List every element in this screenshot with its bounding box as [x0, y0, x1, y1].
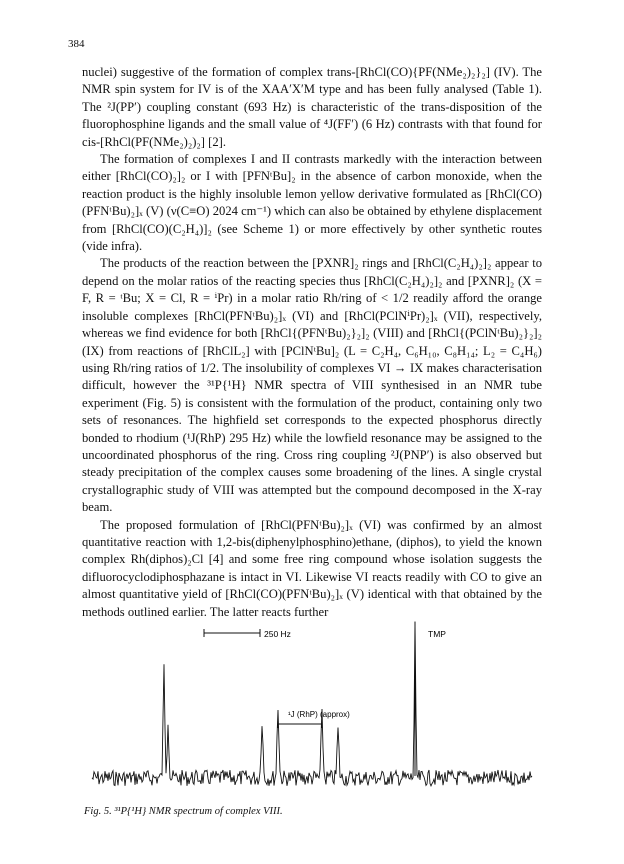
figure-caption: [84, 806, 283, 817]
scale-label: 250 Hz: [264, 629, 291, 639]
scale-bar: [204, 629, 260, 637]
figure-caption-text: ³¹P{¹H} NMR spectrum of complex VIII.: [114, 806, 283, 817]
paragraph-4: The proposed formulation of [RhCl(PFNᵗBu)₂]ₓ (VI) was confirmed by an almost quantitative reaction with 1,2-bis(diphenylphosphino)ethane, (diphos), to yield the known complex Rh(diphos)₂Cl [4] and some free ring compound whose isolation suggests the difluorocyclodiphosphazane is intact in VI. Likewise VI reacts readily with CO to give an almost quantitative yield of [RhCl(CO)(PFNᵗBu)₂]ₓ (V) identical with that obtained by the methods outlined earlier. The latter reacts further: [82, 517, 542, 619]
body-text: [82, 64, 542, 621]
coupling-marker: [278, 720, 322, 728]
nmr-spectrum-figure: [84, 596, 540, 802]
spectrum-trace: [92, 622, 532, 786]
paragraph-3: The products of the reaction between the [PXNR]₂ rings and [RhCl(C₂H₄)₂]₂ appear to depend on the molar ratios of the reacting species thus [RhCl(C₂H₄)₂]₂ and [PXNR]₂ (X = F, R = ᵗBu; X = Cl, R = ⁱPr) in a molar ratio Rh/ring of < 1/2 readily afford the orange insoluble complexes [RhCl(PFNᵗBu)₂]ₓ (VI) and [RhCl(PClNⁱPr)₂]ₓ (VII), respectively, whereas we find evidence for both [RhCl{(PFNᵗBu)₂}₂]₂ (VIII) and [RhCl{(PClNᵗBu)₂}₂]₂ (IX) from reactions of [RhClL₂] with [PClNᵗBu]₂ (L = C₂H₄, C₆H₁₀, C₈H₁₄; L₂ = C₄H₆) using Rh/ring ratios of 1/2. The insolubility of complexes VI → IX makes characterisation difficult, however the ³¹P{¹H} NMR spectra of VIII synthesised in an NMR tube experiment (Fig. 5) is consistent with the formulation of the product, containing only two sets of resonances. The highfield set corresponds to the expected phosphorus directly bonded to rhodium (¹J(RhP) 295 Hz) while the lowfield resonance may be assigned to the uncoordinated phosphorus of the ring. Cross ring coupling ²J(PNP′) is also observed but steady precipitation of the complex causes some broadening of the lines. A single crystal crystallographic study of VIII was attempted but the compound decomposed in the X-ray beam.: [82, 256, 542, 515]
page-number: 384: [68, 38, 85, 50]
figure-caption-number: Fig. 5.: [84, 806, 112, 817]
tmp-label: TMP: [428, 629, 446, 639]
coupling-label: ¹J (RhP) (approx): [288, 710, 350, 719]
paragraph-1: nuclei) suggestive of the formation of complex trans-[RhCl(CO){PF(NMe₂)₂}₂] (IV). The NMR spin system for IV is of the XAA′X′M type and has been fully analysed (Table 1). The ²J(PP′) coupling constant (693 Hz) is characteristic of the trans-disposition of the fluorophosphine ligands and the small value of ⁴J(FF′) (6 Hz) contrasts with that found for cis-[RhCl(PF(NMe₂)₂)₂] [2].: [82, 65, 542, 149]
paragraph-2: The formation of complexes I and II contrasts markedly with the interaction between either [RhCl(CO)₂]₂ or I with [PFNᵗBu]₂ in the absence of carbon monoxide, when the reaction product is the highly insoluble lemon yellow derivative formulated as [RhCl(CO)(PFNᵗBu)₂]ₓ (V) (ν(C≡O) 2024 cm⁻¹) which can also be obtained by ethylene displacement from [RhCl(CO)(C₂H₄)]₂ (see Scheme 1) or more effectively by other synthetic routes (vide infra).: [82, 152, 542, 254]
nmr-spectrum-svg: [84, 596, 540, 802]
